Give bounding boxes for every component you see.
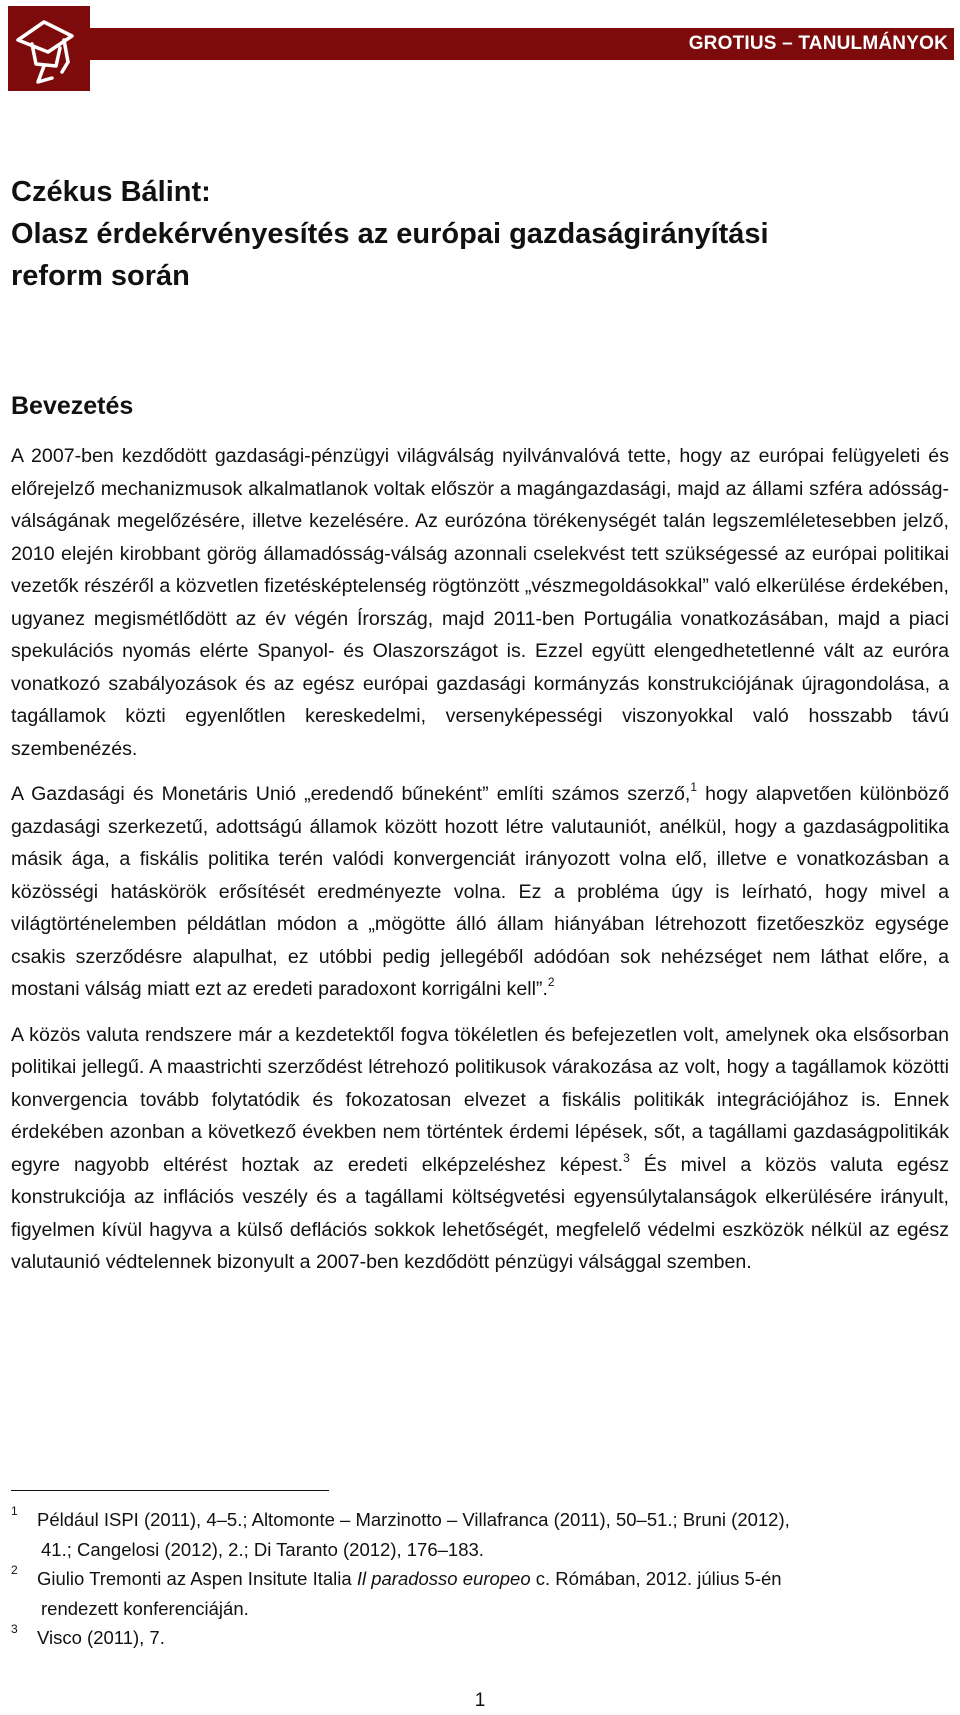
footnote-1: [11, 1505, 949, 1535]
paragraph-2-text-b: hogy alapvetően különböző gazdasági szerkezetű, adottságú államok között hozott létre valutauniót, anélkül, hogy a gazdaságpolitika másik ága, a fiskális politika terén valódi konvergenciát irányozott volna elő, illetve e vonatkozásban a közösségi hatáskörök erősítését eredményezte volna. Ez a probléma úgy is leírható, hogy mivel a világtörténelemben példátlan módon a „mögötte álló állam hiányában létrehozott fizetőeszköz egysége csakis szerződésre alapulhat, ez utóbbi pedig jellegéből adódóan sok nehézséget nem láthat előre, a mostani válság miatt ezt az eredeti paradoxont korrigálni kell”.: [11, 783, 949, 1000]
footnote-2-text-pre: Giulio Tremonti az Aspen Insitute Italia: [37, 1568, 357, 1589]
footnote-2-text-post: c. Rómában, 2012. július 5-én: [530, 1568, 782, 1589]
footnote-ref-3[interactable]: 3: [623, 1150, 630, 1165]
footnote-3-text: Visco (2011), 7.: [37, 1627, 165, 1648]
footnote-2-number: 2: [11, 1563, 18, 1577]
footnote-2-line-1: [29, 1564, 782, 1594]
title-line-1: Olasz érdekérvényesítés az európai gazdaságirányítási: [11, 218, 769, 250]
footnote-2-line-2: rendezett konferenciáján.: [41, 1597, 249, 1619]
footnote-ref-1[interactable]: 1: [690, 780, 698, 794]
footnote-3: [11, 1623, 949, 1653]
footnote-separator: [11, 1490, 329, 1491]
paragraph-1: A 2007-ben kezdődött gazdasági-pénzügyi világválság nyilvánvalóvá tette, hogy az európai felügyeleti és előrejelző mechanizmusok alkalmatlanok voltak először a magángazdasági, majd az állami szféra adósság-válságának megelőzésére, illetve kezelésére. Az eurózóna törékenységét talán legszemléletesebben jelző, 2010 elején kirobbant görög államadósság-válság azonnali cselekvést tett szükségessé az európai politikai vezetők részéről a közvetlen fizetésképtelenség rögtönzött „vészmegoldásokkal” való elkerülése érdekében, ugyanez megismétlődött az év végén Írország, majd 2011-ben Portugália vonatkozásában, majd a piaci spekulációs nyomás elérte Spanyol- és Olaszországot is. Ezzel együtt elengedhetetlenné vált az euróra vonatkozó szabályozások és az egész európai gazdasági kormányzás konstrukciójának újragondolása, a tagállamok közti egyenlőtlen kereskedelmi, versenyképességi viszonyokkal való hosszabb távú szembenézés.: [11, 445, 949, 760]
title-line-2: reform során: [11, 260, 190, 292]
section-heading: Bevezetés: [11, 392, 134, 420]
graduation-cap-logo-icon: [8, 6, 90, 91]
body-text: [11, 440, 949, 1292]
grotius-logo: [8, 6, 90, 91]
footnote-1-line-1: Például ISPI (2011), 4–5.; Altomonte – Marzinotto – Villafranca (2011), 50–51.; Bruni (2012),: [37, 1509, 790, 1530]
footnote-ref-2[interactable]: 2: [547, 975, 555, 989]
footnote-3-number: 3: [11, 1622, 18, 1636]
paragraph-3: [11, 1019, 949, 1279]
footnotes: [11, 1505, 949, 1653]
footnote-1-number: 1: [11, 1504, 18, 1518]
footnote-1-line-2: 41.; Cangelosi (2012), 2.; Di Taranto (2012), 176–183.: [41, 1538, 484, 1560]
footnote-2-italic-title: Il paradosso europeo: [356, 1568, 531, 1589]
series-title: GROTIUS – TANULMÁNYOK: [688, 33, 948, 54]
paragraph-3-text-a: A közös valuta rendszere már a kezdetektől fogva tökéletlen és befejezetlen volt, amelynek oka elsősorban politikai jellegű. A maastrichti szerződést létrehozó politikusok várakozása az volt, hogy a tagállamok közötti konvergencia tovább folytatódik és fokozatosan elvezet a fiskális politikák integrációjához is. Ennek érdekében azonban a következő években nem történtek érdemi lépések, sőt, a tagállami gazdaságpolitikák egyre nagyobb eltérést hoztak az eredeti elképzeléshez képest.: [11, 1023, 949, 1176]
page-title: [11, 171, 911, 297]
title-author: Czékus Bálint:: [11, 176, 211, 208]
footnote-2: [11, 1564, 949, 1594]
paragraph-2-text-a: A Gazdasági és Monetáris Unió „eredendő bűneként” említi számos szerző,: [11, 783, 691, 805]
paragraph-2: [11, 778, 949, 1006]
paragraph-3-text-b: És mivel a közös valuta egész konstrukciója az inflációs veszély és a tagállami költségvetési egyensúlytalanságok elkerülésére irányult, figyelmen kívül hagyva a külső deflációs sokkok lehetőségét, megfelelő védelmi eszközök nélkül az egész valutaunió védtelennek bizonyult a 2007-ben kezdődött pénzügyi válsággal szemben.: [11, 1153, 949, 1273]
page-number: 1: [474, 1690, 486, 1711]
